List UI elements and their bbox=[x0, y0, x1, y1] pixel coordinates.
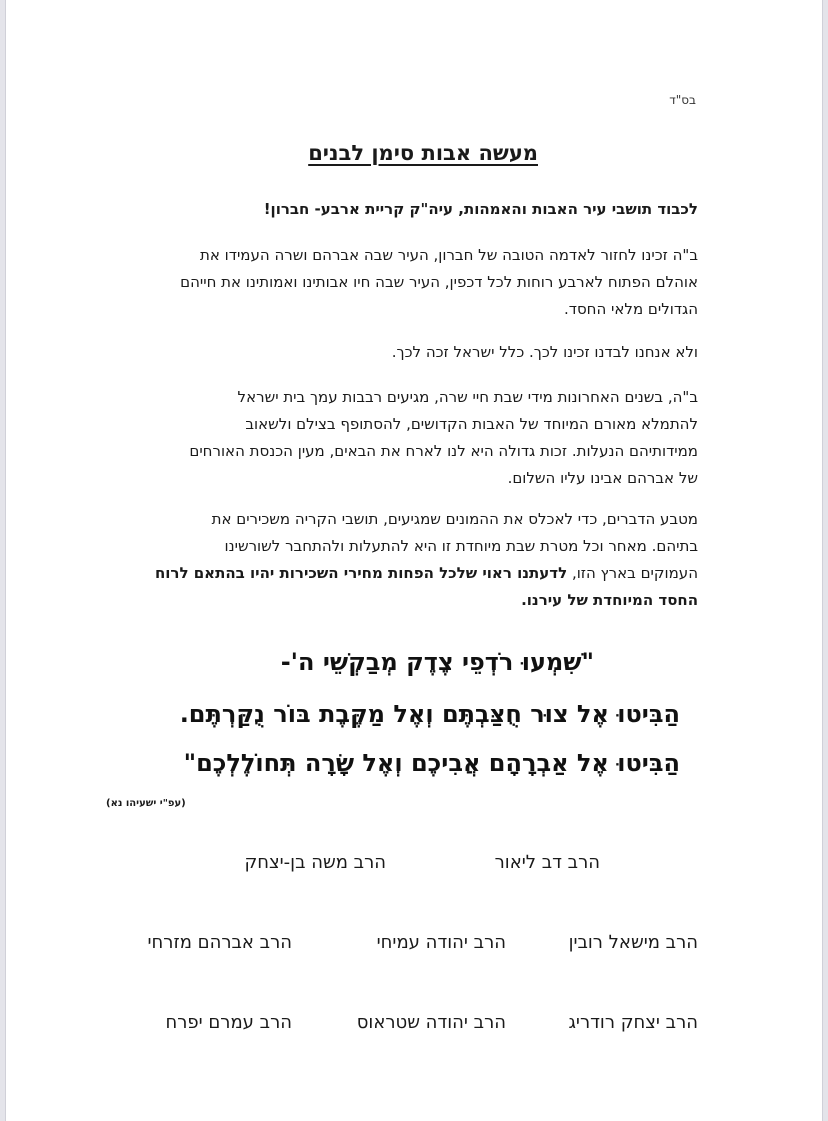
signatory: הרב משה בן-יצחק bbox=[244, 852, 386, 873]
viewer-right-edge bbox=[822, 0, 828, 1121]
paragraph-line bbox=[132, 560, 698, 587]
signatory: הרב דב ליאור bbox=[494, 852, 600, 873]
paragraph-1 bbox=[132, 242, 698, 323]
paragraph-4 bbox=[132, 506, 698, 614]
paragraph-line: להתמלא מאורם המיוחד של האבות הקדושים, להסתופף בצילם ולשאוב bbox=[245, 415, 698, 433]
document-title: מעשה אבות סימן לבנים bbox=[308, 141, 538, 165]
paragraph-emphasis: לדעתנו ראוי שלכל הפחות מחירי השכירות יהיו בהתאם לרוח bbox=[154, 564, 568, 582]
signatory: הרב יצחק רודריג bbox=[568, 1012, 698, 1033]
paragraph-line: מטבע הדברים, כדי לאכלס את ההמונים שמגיעים, תושבי הקריה משכירים את bbox=[211, 510, 698, 528]
verse-line-3: הַבִּיטוּ אֶל אַבְרָהָם אֲבִיכֶם וְאֶל שָׂרָה תְּחוֹלֶלְכֶם" bbox=[183, 749, 680, 777]
paragraph-line: ב"ה זכינו לחזור לאדמה הטובה של חברון, העיר שבה אברהם ושרה העמידו את bbox=[200, 246, 698, 264]
paragraph-line: ממידותיהם הנעלות. זכות גדולה היא לנו לארח את הבאים, מעין הכנסת האורחים bbox=[189, 442, 698, 460]
paragraph-2 bbox=[132, 339, 698, 366]
paragraph-line: בתיהם. מאחר וכל מטרת שבת מיוחדת זו היא להתעלות ולהתחבר לשורשינו bbox=[224, 537, 698, 555]
paragraph-line: אוהלם הפתוח לארבע רוחות לכל דכפין, העיר שבה חיו אבותינו ואמותינו את חייהם bbox=[180, 273, 698, 291]
greeting-line: לכבוד תושבי עיר האבות והאמהות, עיה"ק קריית ארבע- חברון! bbox=[263, 200, 698, 218]
paragraph-line: הגדולים מלאי החסד. bbox=[563, 300, 698, 318]
paragraph-line: ולא אנחנו לבדנו זכינו לכך. כלל ישראל זכה לכך. bbox=[391, 343, 698, 361]
document-page bbox=[6, 0, 822, 1121]
paragraph-line: של אברהם אבינו עליו השלום. bbox=[507, 469, 698, 487]
signatory: הרב מישאל רובין bbox=[568, 932, 698, 953]
signatory: הרב יהודה שטראוס bbox=[356, 1012, 506, 1033]
paragraph-line: ב"ה, בשנים האחרונות מידי שבת חיי שרה, מגיעים רבבות עמך בית ישראל bbox=[237, 388, 698, 406]
paragraph-emphasis: החסד המיוחדת של עירנו. bbox=[521, 591, 698, 609]
verse-line-1: "שִׁמְעוּ רֹדְפֵי צֶדֶק מְבַקְשֵׁי ה'- bbox=[280, 648, 594, 676]
signatory: הרב אברהם מזרחי bbox=[147, 932, 292, 953]
paragraph-text: העמוקים בארץ הזו, bbox=[567, 564, 698, 582]
verse-line-2: הַבִּיטוּ אֶל צוּר חֻצַּבְתֶּם וְאֶל מַקֶּבֶת בּוֹר נֻקַּרְתֶּם. bbox=[179, 700, 680, 728]
paragraph-3 bbox=[132, 384, 698, 492]
signatory: הרב יהודה עמיחי bbox=[376, 932, 506, 953]
signatory: הרב עמרם יפרח bbox=[165, 1012, 292, 1033]
verse-source: (עפ"י ישעיהו נא) bbox=[106, 798, 186, 809]
header-mark: בס"ד bbox=[669, 93, 696, 107]
